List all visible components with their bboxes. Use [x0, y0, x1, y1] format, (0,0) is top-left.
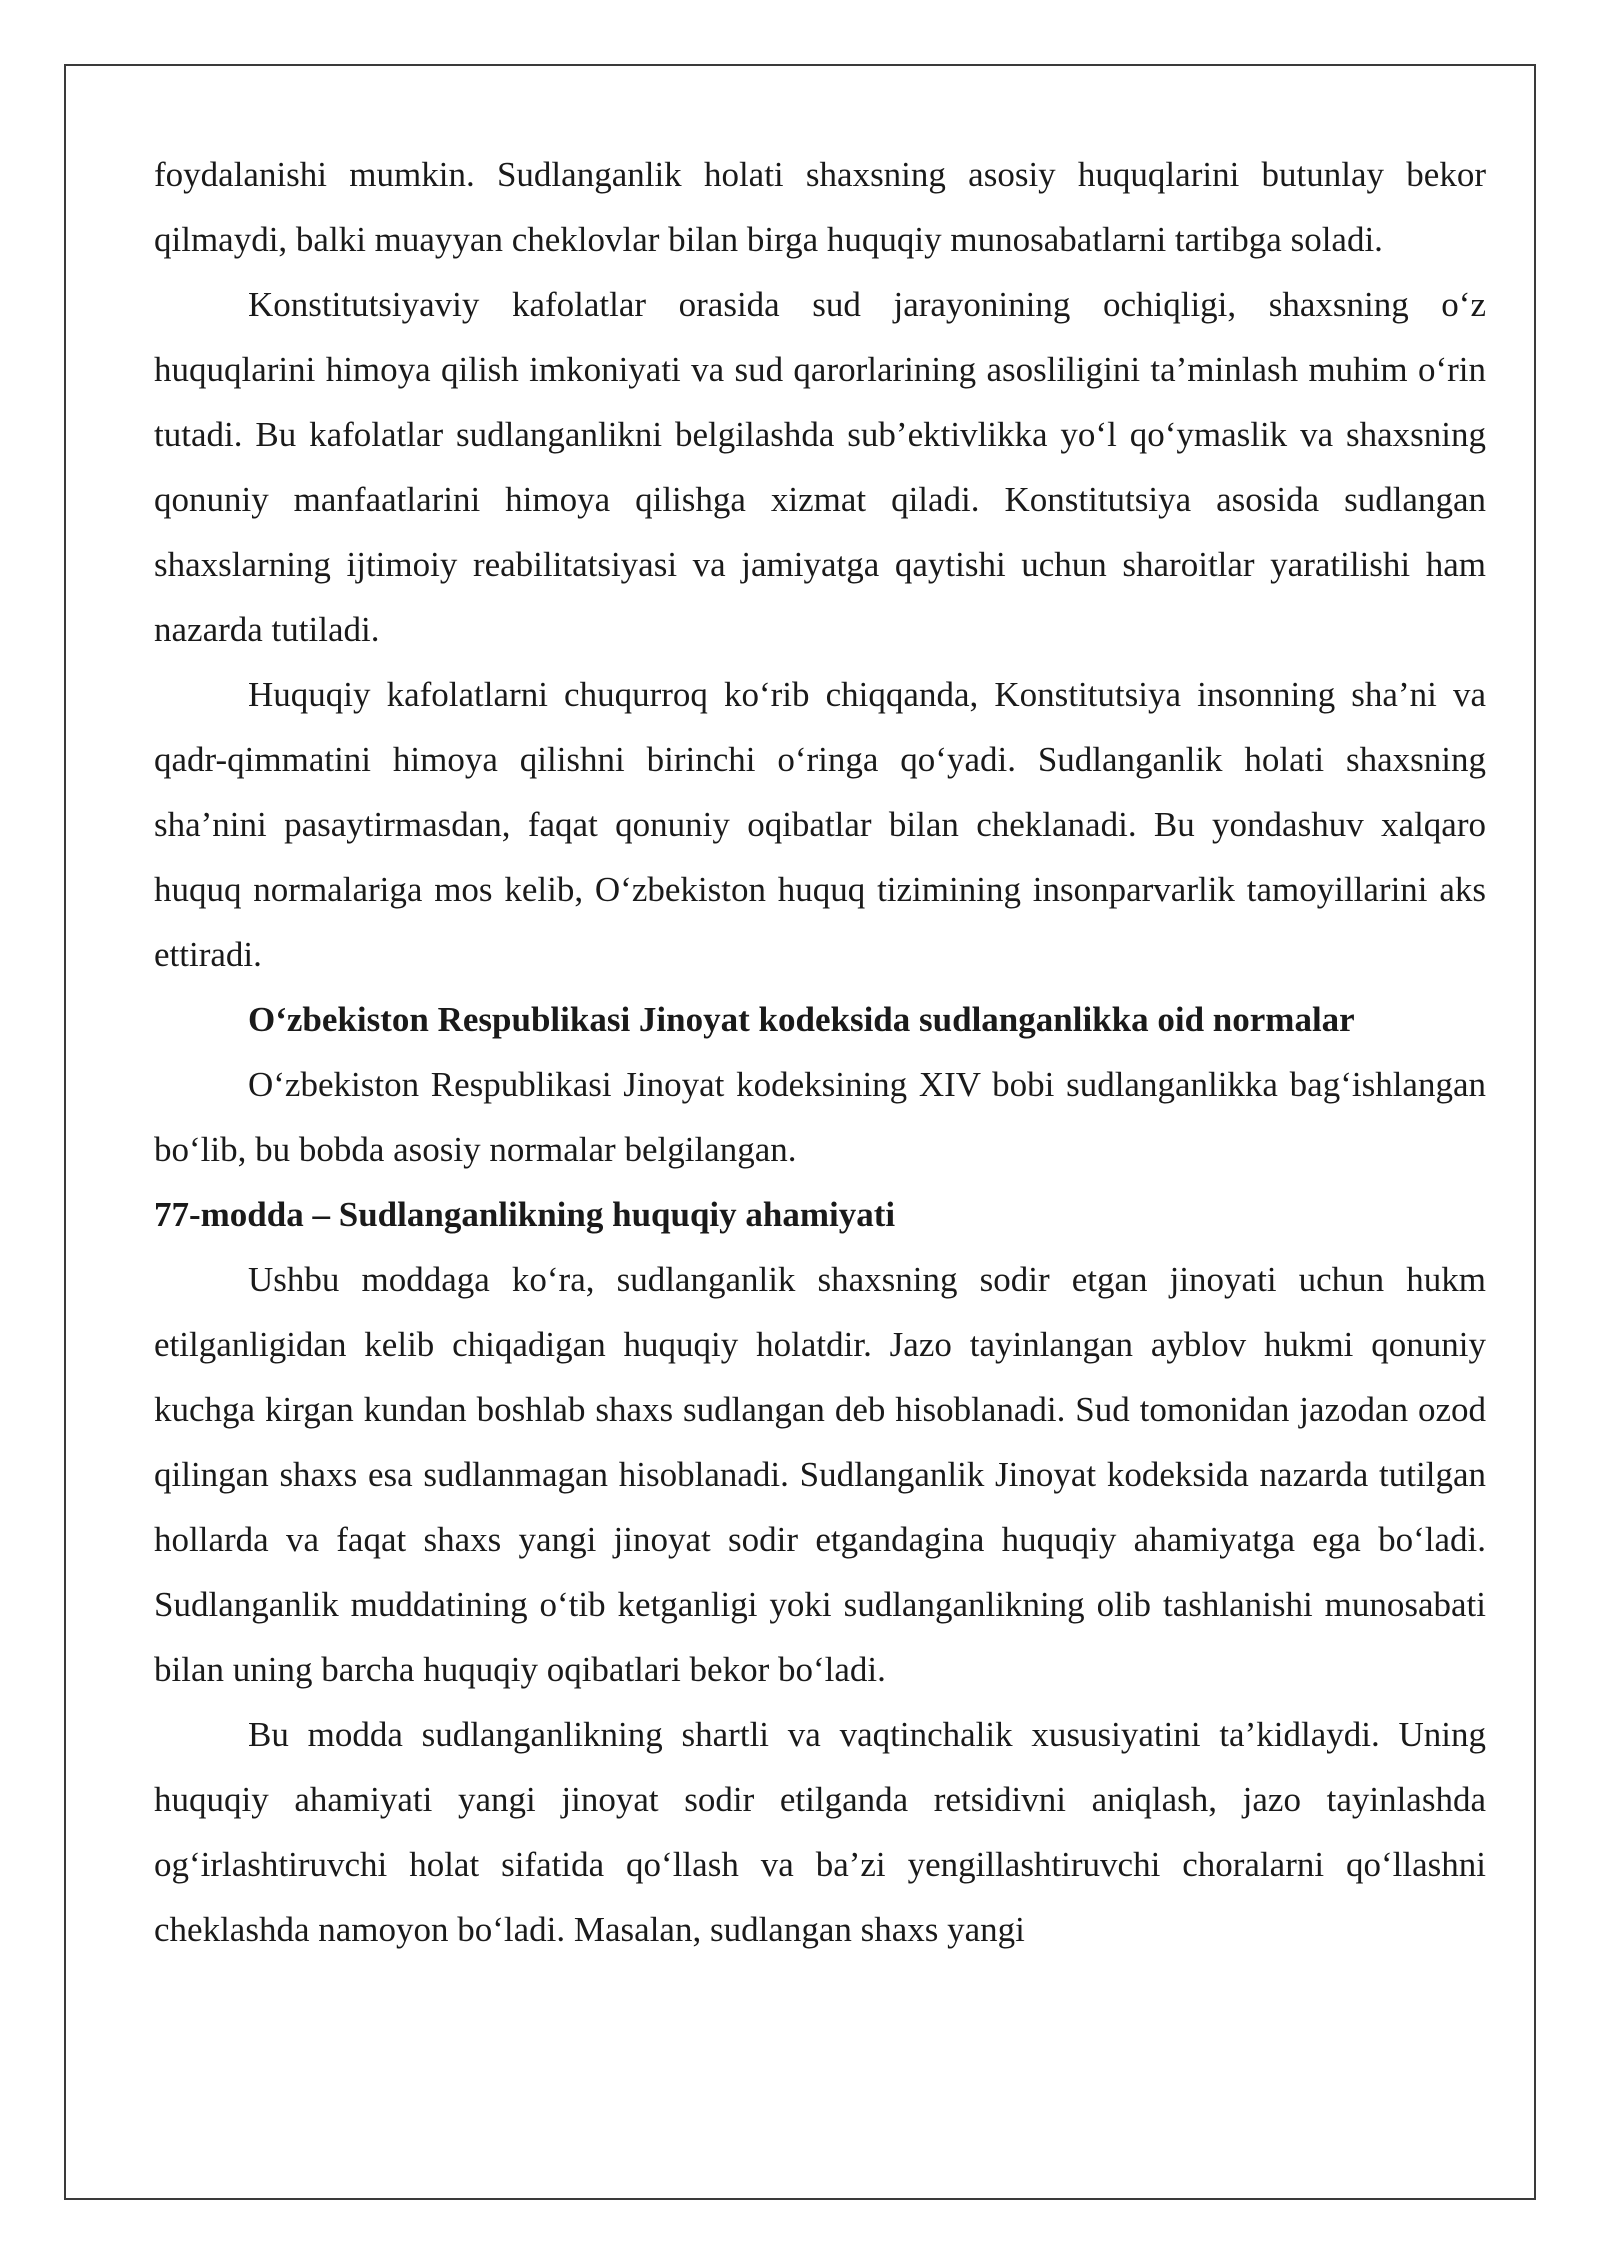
- paragraph-article-77-commentary: Bu modda sudlanganlikning shartli va vaqtinchalik xususiyatini ta’kidlaydi. Uning huquqiy ahamiyati yangi jinoyat sodir etilganda retsidivni aniqlash, jazo tayinlashda og‘irlashtiruvchi holat sifatida qo‘llash va ba’zi yengillashtiruvchi choralarni qo‘llashni cheklashda namoyon bo‘ladi. Masalan, sudlangan shaxs yangi: [154, 1715, 1486, 1949]
- paragraph-continuation: foydalanishi mumkin. Sudlanganlik holati shaxsning asosiy huquqlarini butunlay bekor qilmaydi, balki muayyan cheklovlar bilan birga huquqiy munosabatlarni tartibga soladi.: [154, 155, 1486, 259]
- document-body: [154, 142, 1486, 1962]
- paragraph-chapter-xiv: O‘zbekiston Respublikasi Jinoyat kodeksining XIV bobi sudlanganlikka bag‘ishlangan bo‘lib, bu bobda asosiy normalar belgilangan.: [154, 1065, 1486, 1169]
- paragraph-legal-guarantees: Huquqiy kafolatlarni chuqurroq ko‘rib chiqqanda, Konstitutsiya insonning sha’ni va qadr-qimmatini himoya qilishni birinchi o‘ringa qo‘yadi. Sudlanganlik holati shaxsning sha’nini pasaytirmasdan, faqat qonuniy oqibatlar bilan cheklanadi. Bu yondashuv xalqaro huquq normalariga mos kelib, O‘zbekiston huquq tizimining insonparvarlik tamoyillarini aks ettiradi.: [154, 675, 1486, 974]
- paragraph-article-77-content: Ushbu moddaga ko‘ra, sudlanganlik shaxsning sodir etgan jinoyati uchun hukm etilganligidan kelib chiqadigan huquqiy holatdir. Jazo tayinlangan ayblov hukmi qonuniy kuchga kirgan kundan boshlab shaxs sudlangan deb hisoblanadi. Sud tomonidan jazodan ozod qilingan shaxs esa sudlanmagan hisoblanadi. Sudlanganlik Jinoyat kodeksida nazarda tutilgan hollarda va faqat shaxs yangi jinoyat sodir etgandagina huquqiy ahamiyatga ega bo‘ladi. Sudlanganlik muddatining o‘tib ketganligi yoki sudlanganlikning olib tashlanishi munosabati bilan uning barcha huquqiy oqibatlari bekor bo‘ladi.: [154, 1260, 1486, 1689]
- section-heading-criminal-code: O‘zbekiston Respublikasi Jinoyat kodeksida sudlanganlikka oid normalar: [248, 1000, 1355, 1039]
- paragraph-constitutional-guarantees: Konstitutsiyaviy kafolatlar orasida sud jarayonining ochiqligi, shaxsning o‘z huquqlarini himoya qilish imkoniyati va sud qarorlarining asosliligini ta’minlash muhim o‘rin tutadi. Bu kafolatlar sudlanganlikni belgilashda sub’ektivlikka yo‘l qo‘ymaslik va shaxsning qonuniy manfaatlarini himoya qilishga xizmat qiladi. Konstitutsiya asosida sudlangan shaxslarning ijtimoiy reabilitatsiyasi va jamiyatga qaytishi uchun sharoitlar yaratilishi ham nazarda tutiladi.: [154, 285, 1486, 649]
- article-heading-77: 77-modda – Sudlanganlikning huquqiy ahamiyati: [154, 1195, 896, 1234]
